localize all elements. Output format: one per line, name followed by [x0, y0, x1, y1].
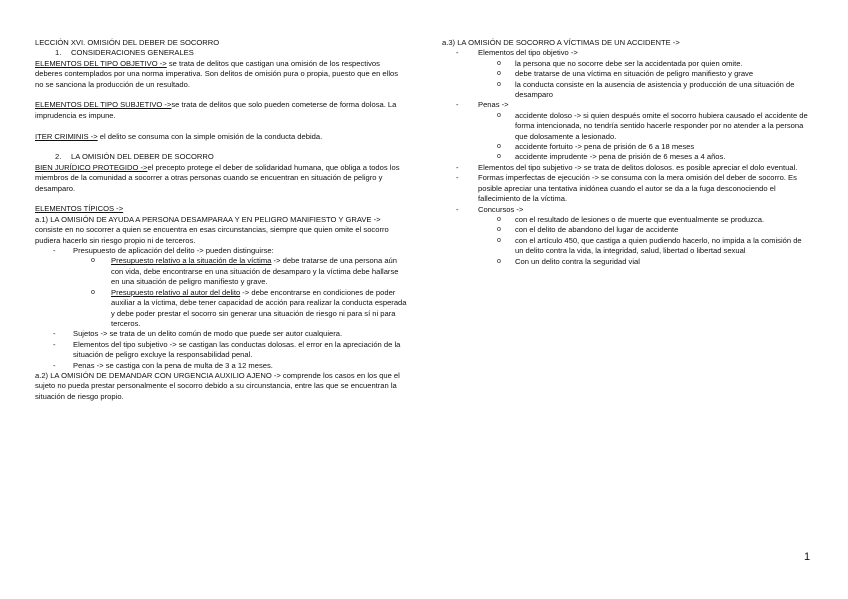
page-number: 1 — [804, 551, 811, 563]
list-item: - Presupuesto de aplicación del delito -> pueden distinguirse: — [53, 246, 274, 256]
left-column — [35, 38, 407, 402]
a3-heading: a.3) LA OMISIÓN DE SOCORRO A VÍCTIMAS DE UN ACCIDENTE -> — [442, 38, 680, 47]
list-item: o Presupuesto relativo al autor del delito -> debe encontrarse en condiciones de poder auxiliar a la víctima, debe tener capacidad de acción para realizar la conducta esperada y debe poder prestar el socorro sin generar una situación de riesgo ni para sí ni para terceros. — [91, 287, 407, 328]
list-item: o accidente fortuito -> pena de prisión de 6 a 18 meses — [497, 142, 695, 152]
list-item: - Elementos del tipo subjetivo -> se trata de delitos dolosos. es posible apreciar el dolo eventual. — [456, 162, 798, 172]
list-item: o la persona que no socorre debe ser la accidentada por quien omite. — [497, 58, 743, 68]
list-item: o con el artículo 450, que castiga a quien pudiendo hacerlo, no impida a la comisión de un delito contra la vida, la integridad, salud, libertad o libertad sexual — [497, 235, 802, 256]
lesson-title: LECCIÓN XVI. OMISIÓN DEL DEBER DE SOCORRO — [35, 38, 220, 47]
a2-paragraph: a.2) LA OMISIÓN DE DEMANDAR CON URGENCIA AUXILIO AJENO -> comprende los casos en los que el sujeto no pueda prestar personalmente el socorro debido a su circunstancia, entre las que se encuentran la situación de riesgo propio. — [35, 370, 400, 401]
list-item: - Concursos -> — [456, 204, 524, 214]
list-item: - Penas -> se castiga con la pena de multa de 3 a 12 meses. — [53, 360, 273, 370]
subjective-elements-paragraph: ELEMENTOS DEL TIPO SUBJETIVO ->se trata de delitos que solo pueden cometerse de forma dolosa. La imprudencia es impune. — [35, 100, 397, 120]
protected-good-paragraph: BIEN JURÍDICO PROTEGIDO ->el precepto protege el deber de solidaridad humana, que obliga a todos los miembros de la comunidad a socorrer a otras personas cuando se encuentran en situación de peligro y desamparo. — [35, 162, 400, 193]
list-item: o la conducta consiste en la ausencia de asistencia y producción de una situación de desamparo — [497, 79, 795, 100]
list-item: o con el resultado de lesiones o de muerte que eventualmente se produzca. — [497, 214, 765, 224]
typical-elements-heading: ELEMENTOS TÍPICOS -> — [35, 204, 124, 214]
section-1-heading: 1. CONSIDERACIONES GENERALES — [55, 48, 194, 58]
list-item: o accidente doloso -> si quien después omite el socorro hubiera causado el accidente de forma intencionada, no tendría sentido hacerle responder por no atender a la persona que dolosamente a lesionado. — [497, 110, 808, 141]
list-item: - Formas imperfectas de ejecución -> se consuma con la mera omisión del deber de socorro. Es posible apreciar una tentativa inidónea cuando el autor se da a la fuga desconociendo el fallecimiento de la víctima. — [456, 173, 797, 204]
section-2-heading: 2. LA OMISIÓN DEL DEBER DE SOCORRO — [55, 152, 214, 162]
list-item: o Con un delito contra la seguridad vial — [497, 256, 640, 266]
list-item: o Presupuesto relativo a la situación de la víctima -> debe tratarse de una persona aún con vida, debe encontrarse en una situación de desamparo y la víctima debe hallarse en una situación de peligro manifiesto y grave. — [91, 256, 399, 287]
list-item: o con el delito de abandono del lugar de accidente — [497, 225, 679, 235]
list-item: o debe tratarse de una víctima en situación de peligro manifiesto y grave — [497, 69, 754, 79]
list-item: o accidente imprudente -> pena de prisión de 6 meses a 4 años. — [497, 152, 726, 162]
right-column — [442, 38, 812, 267]
objective-elements-paragraph: ELEMENTOS DEL TIPO OBJETIVO -> se trata de delitos que castigan una omisión de los respectivos deberes contemplados por una norma imperativa. Son delitos de omisión pura o propia, puesto que en ellos no se sanciona la producción de un resultado. — [35, 58, 399, 89]
list-item: - Elementos del tipo subjetivo -> se castigan las conductas dolosas. el error en la apreciación de la situación de peligro excluye la responsabilidad penal. — [53, 339, 401, 360]
list-item: - Sujetos -> se trata de un delito común de modo que puede ser autor cualquiera. — [53, 329, 343, 339]
a1-paragraph: a.1) LA OMISIÓN DE AYUDA A PERSONA DESAMPARAA Y EN PELIGRO MANIFIESTO Y GRAVE -> consiste en no socorrer a quien se encuentra en esas circunstancias, siempre que quien omite el socorro pudiera hacerlo sin riesgo propio ni de terceros. — [35, 214, 389, 245]
list-item: - Elementos del tipo objetivo -> — [456, 48, 578, 58]
list-item: - Penas -> — [456, 100, 509, 110]
iter-criminis-paragraph: ITER CRIMINIS -> el delito se consuma con la simple omisión de la conducta debida. — [35, 131, 323, 141]
